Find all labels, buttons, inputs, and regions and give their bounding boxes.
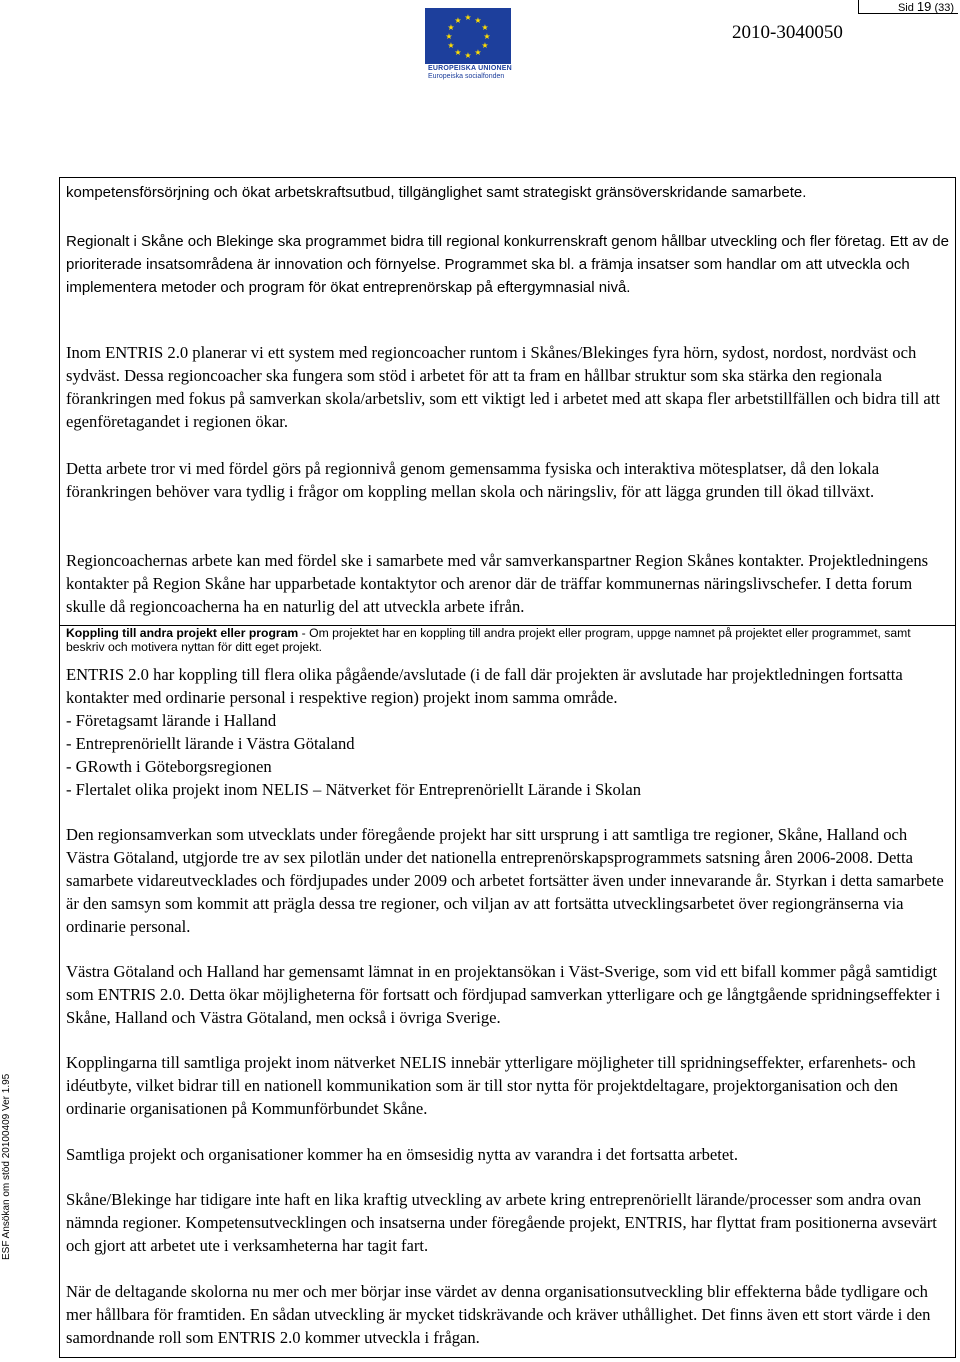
paragraph-schools: När de deltagande skolorna nu mer och mer börjar inse värdet av denna organisationsutveckling blir effekterna både tydligare och mer hållbara för framtiden. En sådan utveckling är mycket tidskrävande och kräver uthållighet. Det finns även ett stort värde i den samordnande roll som ENTRIS 2.0 kommer utveckla i frågan.: [66, 1282, 931, 1347]
section-label: [66, 626, 946, 654]
paragraph-region-cooperation: Den regionsamverkan som utvecklats under föregående projekt har sitt ursprung i att samtliga tre regioner, Skåne, Halland och Västra Götaland, utgjorde tre av sex pilotlän under det nationella entreprenörskapsprogrammets satsning åren 2006-2008. Detta samarbete vidareutvecklades och fördjupades under 2009 och arbetet fortsätter även under innevarande år. Styrkan i detta samarbete är den samsyn som kommit att prägla dessa tre regioner, och viljan av att fortsätta utvecklingsarbetet över regiongränserna via ordinarie personal.: [66, 825, 944, 936]
eu-stars: [445, 13, 490, 60]
list-item: - Flertalet olika projekt inom NELIS – Nätverket för Entreprenöriellt Lärande i Skolan: [66, 780, 642, 799]
eu-flag-icon: [425, 8, 511, 64]
svg-text:★: ★: [464, 13, 472, 22]
list-item: - Företagsamt lärande i Halland: [66, 711, 277, 730]
document-number: 2010-3040050: [732, 22, 843, 43]
svg-text:★: ★: [464, 51, 472, 60]
svg-text:★: ★: [447, 23, 455, 32]
eu-logo: [425, 8, 511, 80]
page-number: 19: [916, 0, 932, 14]
svg-text:★: ★: [481, 41, 489, 50]
paragraph-regional: Regionalt i Skåne och Blekinge ska programmet bidra till regional konkurrenskraft genom hållbar utveckling och fler företag. Ett av de prioriterade insatsområdena är innovation och förnyelse. Programmet ska bl. a främja insatser som handlar om att utveckla och implementera metoder och program för ökat entreprenörskap på eftergymnasial nivå.: [66, 233, 949, 296]
svg-text:★: ★: [474, 16, 482, 25]
paragraph-skane-blekinge: Skåne/Blekinge har tidigare inte haft en lika kraftig utveckling av arbete kring entreprenöriellt lärande/processer som andra ovan nämnda regioner. Kompetensutvecklingen och insatserna under föregående projekt, ENTRIS, har flyttat fram positionerna avsevärt och gjort att arbetet ute i verksamheterna har tagit fart.: [66, 1190, 937, 1255]
page-number-box: [858, 0, 958, 14]
paragraph-continuation: kompetensförsörjning och ökat arbetskraftsutbud, tillgänglighet samt strategiskt gränsöverskridande samarbete.: [66, 184, 807, 201]
form-version-label: ESF Ansökan om stöd 20100409 Ver 1.95: [1, 1073, 12, 1260]
list-item: - GRowth i Göteborgsregionen: [66, 757, 272, 776]
svg-text:★: ★: [474, 48, 482, 57]
svg-text:★: ★: [454, 16, 462, 25]
svg-text:★: ★: [447, 41, 455, 50]
logo-subtitle: Europeiska socialfonden: [428, 73, 505, 80]
svg-text:★: ★: [454, 48, 462, 57]
page-label: Sid: [897, 2, 914, 14]
connection-block: [66, 663, 954, 801]
paragraph-region-skane: Regioncoachernas arbete kan med fördel ske i samarbete med vår samverkanspartner Region Skånes kontakter. Projektledningens kontakter på Region Skåne har upparbetade kontaktytor och arenor där de träffar kommunernas näringslivschefer. I detta forum skulle då regioncoacherna ha en naturlig del att utveckla arbete ifrån.: [66, 551, 929, 616]
paragraph-vastra-gotaland: Västra Götaland och Halland har gemensamt lämnat in en projektansökan i Väst-Sverige, som vid ett bifall kommer pågå samtidigt som ENTRIS 2.0. Detta ökar möjligheterna för fortsatt och fördjupad samverkan ytterligare och ge långtgående spridningseffekter i Skåne, Halland och Västra Götaland, men också i övriga Sverige.: [66, 962, 941, 1027]
section-label-title: Koppling till andra projekt eller program: [66, 626, 299, 640]
connection-intro: ENTRIS 2.0 har koppling till flera olika pågående/avslutade (i de fall där projekten är avslutade har projektledningen fortsatta kontakter med ordinarie personal i respektive region) projekt inom samma område.: [66, 665, 903, 707]
svg-text:★: ★: [483, 32, 491, 41]
section-label-instruction: - Om projektet har en koppling till andra projekt eller program, uppge namnet på projektet eller programmet, samt beskriv och motivera nyttan för ditt eget projekt.: [66, 626, 911, 654]
svg-text:★: ★: [445, 32, 453, 41]
paragraph-mutual-benefit: Samtliga projekt och organisationer kommer ha en ömsesidig nytta av varandra i det fortsatta arbetet.: [66, 1145, 738, 1164]
paragraph-entris-coaches: Inom ENTRIS 2.0 planerar vi ett system med regioncoacher runtom i Skånes/Blekinges fyra hörn, sydost, nordost, nordväst och sydväst. Dessa regioncoacher ska fungera som stöd i arbetet för att ta fram en hållbar struktur som ska stärka den regionala förankringen med fokus på samverkan skola/arbetsliv, som ett viktigt led i arbetet med att skapa fler arbetstillfällen och bidra till att egenföretagandet i regionen ökar.: [66, 343, 940, 431]
paragraph-regional-level: Detta arbete tror vi med fördel görs på regionnivå genom gemensamma fysiska och interaktiva mötesplatser, då den lokala förankringen behöver vara tydlig i frågor om koppling mellan skola och näringsliv, för att lägga grunden till ökad tillväxt.: [66, 459, 880, 501]
logo-title: EUROPEISKA UNIONEN: [428, 65, 512, 72]
list-item: - Entreprenöriellt lärande i Västra Götaland: [66, 734, 355, 753]
paragraph-nelis: Kopplingarna till samtliga projekt inom nätverket NELIS innebär ytterligare möjligheter till spridningseffekter, erfarenhets- och idéutbyte, vilket bidrar till en nationell kommunikation som är till stor nytta för projektdeltagare, projektorganisation och den ordinarie organisationen på Kommunförbundet Skåne.: [66, 1053, 916, 1118]
page-total: (33): [934, 2, 954, 14]
svg-text:★: ★: [481, 23, 489, 32]
